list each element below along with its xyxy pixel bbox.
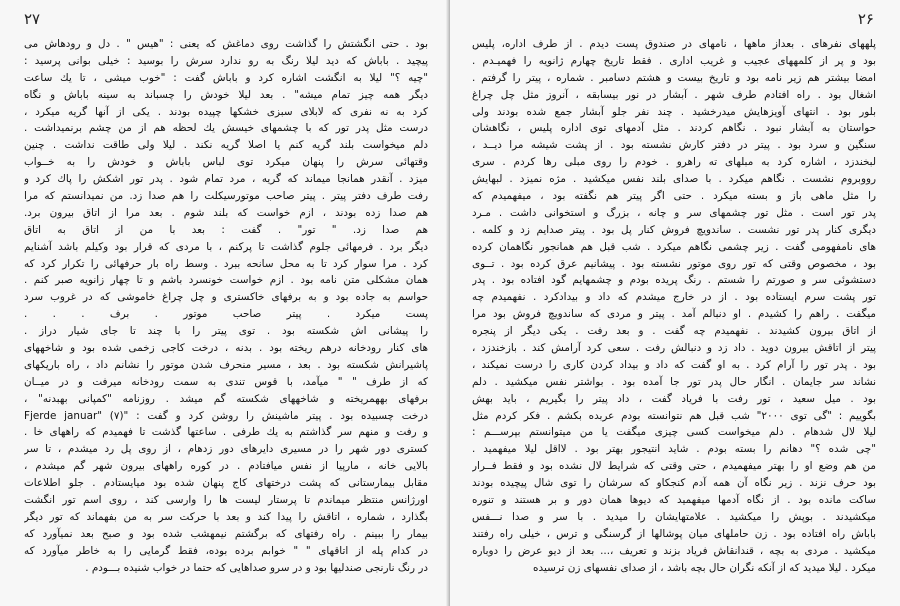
- text-line: بود . پدر تور را آرام کرد . به او گفت که داد و بیداد کردن کاری را درست نمیکند ،: [472, 358, 876, 371]
- text-line: و رفت و منهم سر گذاشتم به یك طرفی . ساعتها گذشت تا فهمیدم که راههای خا .: [24, 426, 428, 439]
- text-line: بود ، مخصوص وقتی که تور روی موتور نشسته بود . پیشانیم عرق کرده بود . تــوی: [472, 257, 876, 270]
- text-line: های کنار رودخانه درهم ریخته بود . بدنه ، درخت کاجی زخمی شده بود و شاخههای: [24, 342, 428, 355]
- text-line: در رنگ نارنجی صندلیها بود و در سرو صداهایی که حتما در خواب شنیده بـــودم .: [85, 561, 428, 574]
- text-line: ﺭﺍ ﭘﯿﺸﺎﻧﯽ ﺍﺵ ﺷﮑﺴﺘﻪ ﺑﻮﺩ . ﺗﻮﯼ ﭘﯿﺘﺮ ﺭﺍ ﺑﺎ ﭼﻨﺪ ﺗﺎ ﺟﺎﯼ ﺷﯿﺎﺭ ﺩﺭﺍﺯ .: [24, 325, 428, 338]
- text-line: مقابل بیمارستانی که پشت درختهای کاج پنهان شده بود میایستادم . جلو اطلاعات: [24, 477, 428, 490]
- text-line: بگذارد ، شماره ، اتاقش را پیدا کند و بعد با حرکت سر به من بفهماند که تور دیگر: [24, 510, 428, 523]
- text-line: پدر تور است . مثل تور چشمهای سر و چانه ، بزرگ و استخوانی داشت . مـرد: [472, 206, 876, 219]
- text-line: بلور بود . انتهای آویزهایش میدرخشید . چند نفر جلو آبشار جمع شده بودند ولی: [472, 105, 876, 118]
- text-line: دیگری کنار پدر تور نشست . ساندویچ فروش کنار پل بود . پیتر صدایم زد و کلمه .: [472, 223, 876, 236]
- text-line: پست میکرد . پیتر صاحب موتور . برف . . .: [24, 308, 428, 321]
- text-line: که از طرف " " میآمد، با قوس تندی به سمت رودخانه میرفت و در میــان: [24, 375, 428, 388]
- text-line: همان مشکلی متن نامه بود . ازم خواست خونسرد باشم و تا چهار زانویه صبر کنم .: [24, 274, 428, 287]
- right-page-text: [472, 36, 876, 577]
- text-line: دیگر برد . فرمهائی جلوم گذاشت تا پرکنم ، با مردی که قرار بود وکیلم باشد آشنایم: [24, 240, 428, 253]
- text-line: من هم وضع او را بهتر میفهمیدم ، حتی وقتی که شرایط لال نشده بود و فقط فــرار: [472, 460, 876, 473]
- text-line: باباش راه افتاده بود . زن حاملهای میان پوشالها از گرسنگی و ترس ، خیلی راه رفتند: [472, 527, 876, 540]
- text-line: دلم میخواست بلند گریه کنم یا اصلا گریه نکند . لیلا ولی طاقت نداشت . چنین: [24, 139, 428, 152]
- text-line: وقتهائی سرش را پنهان میکرد توی لباس باباش و خودش را به خــواب: [24, 156, 428, 169]
- text-line: میکشید . مردی به بچه ، قندانقاش فریاد بزند و تعریف ،... بعد از دیو عرض را دوباره: [472, 544, 876, 557]
- text-line: حواسم به جاده بود و به برفهای خاکستری و چل چراغ خاموشی که در غروب سرد: [24, 291, 428, 304]
- text-line: اورژانس منتظر میماندم تا پرستار لیست ها را وارسی کند ، روی اسم تور انگشت: [24, 494, 428, 507]
- text-line: از اتاق بیرون کشیدند . نفهمیدم چه گفت . و بعد رفت . یکی دیگر از پنجره: [472, 325, 876, 338]
- text-line: نشاند سر جایمان . انگار حال پدر تور جا آمده بود . بواشتر نفس میکشید . دلم: [472, 375, 876, 388]
- text-line: بود و پر از کلمههای عجیب و غریب اداری . فقط تاریخ چهارم ژانویه را فهمیـدم .: [472, 54, 876, 67]
- text-line: در کدام پله از اتاقهای " " خوابم برده بوده، فقط گرمایی را به خاطر میآورد که: [24, 544, 428, 557]
- text-line: بود . حتی انگشتش را گذاشت روی دماغش که یعنی : "هیس " . دل و رودهاش می: [24, 38, 428, 50]
- text-line: کرد . مرا سوار کرد تا به محل سانحه ببرد . وسط راه بار حرفهائی را تکرار کرد که: [24, 257, 428, 270]
- left-page-number: ۲۷: [24, 10, 41, 28]
- text-line: رووبروم نشست . نگاهم میکرد . با صدای بلند نفس میکشید . مژه نمیزد . لبهایش: [472, 173, 876, 186]
- text-line: اشغال بود . راه افتادم طرف شهر . آبشار در نور بیسابقه ، آنروز مثل چل چراغ: [472, 88, 876, 101]
- text-line: کرد به نه نفری که لابلای سبزی خشکها چپیده بودند . یکی از آنها گریه میکرد ،: [24, 105, 428, 118]
- text-line: سنگین و سرد بود . پیتر در دفتر کارش نشسته بود . از پشت شیشه مرا دیــد ،: [472, 139, 876, 152]
- text-line: میگفت . راهم را کشیدم . او دنبالم آمد . پیتر و مردی که ساندویچ فروش بود مرا: [472, 308, 876, 321]
- text-line: بالایی خانه ، مارپیا از نفس میافتادم . در کوره راههای بیرون شهر گم میشدم ،: [24, 460, 428, 473]
- right-page-number: ۲۶: [857, 10, 874, 28]
- text-line: بود حرف نزند . زیر نگاه آن همه آدم کنجکاو که سرشان را توی شال پیچیده بودند: [472, 477, 876, 490]
- text-line: هم صدا زد. " تور" . گفت : بعد با من از اتاق به اتاق: [24, 223, 428, 236]
- text-line: میکرد . لیلا میدید که از آنکه نگران حال بچه باشد ، از صدای نفسهای زن ترسیده: [533, 561, 876, 574]
- text-line: حواستان به آبشار نبود . نگاهم کردند . مثل آدمهای توی اداره پلیس ، نگاهشان: [472, 122, 876, 135]
- text-line: پلههای نفرهای . بعداز ماهها ، نامهای در صندوق پست دیدم . از طرف اداره، پلیس: [472, 38, 876, 50]
- text-line: تور پشت سرم ایستاده بود . از در خارج میشدم که داد و بیدادکرد . نفهمیدم چه: [472, 291, 876, 304]
- text-line: دستشوئی سر و صورتم را شستم . رنگ پریده بودم و چشمهایم گود افتاده بود . پدر: [472, 274, 876, 287]
- text-line: های نامفهومی گفت . زیر چشمی نگاهم میکرد . شب قبل هم همانجور نگاهمان کرده: [472, 240, 876, 253]
- text-line: لیلا لال شدهام . دلم میخواست کسی چیزی میگفت یا من میتوانستم بپرســـم :: [472, 426, 876, 439]
- text-line: درست مثل پدر تور که با چشمهای خیسش یك لحظه هم از من چشم برنمیداشت .: [24, 122, 428, 135]
- text-line: میکشیدند . بوپش را میکشید . علامتهایشان را میدید . با سر و صدا نـــفس: [472, 510, 876, 523]
- text-line: درخت چسبیده بود . پیتر ماشینش را روشن کرد و گفت : "Fjerde januar" (۷): [24, 409, 428, 422]
- text-line: کستری دور شهر را در مسیری دایرهای دور زدهام ، از روی پل رد میشدم ، تا سر: [24, 443, 428, 456]
- text-line: لبخندزد ، اشاره کرد به مبلهای ته راهرو . خودم را روی مبلی رها کردم . سری: [472, 156, 876, 169]
- text-line: پاشیرانش شکسته بود . بعد ، مسیر منحرف شدن موتور را نشانم داد ، راه باریکهای: [24, 358, 428, 371]
- text-line: رفت طرف دفتر پیتر . پیتر صاحب موتورسیکلت را هم صدا زد. من نمیدانستم که مرا: [24, 190, 428, 203]
- text-line: دیگر همه چیز تمام میشه" . بعد لیلا خودش را چسباند به سینه باباش و نگاه: [24, 88, 428, 101]
- text-line: میزد . آنقدر همانجا میماند که گریه ، مرد تمام شود . پدر تور اشکش را پاك کرد و: [24, 173, 428, 186]
- text-line: برفهای بههمریخته و شاخههای شکسته گم میشد . روزنامه "کمپانی بهبدنه" ،: [24, 392, 428, 405]
- text-line: هم صدا زده بودند ، ازم خواست که بلند شوم . بعد مرا از اتاق بیرون برد.: [24, 206, 428, 219]
- text-line: را مثل ماهی باز و بسته میکرد . حتی اگر پیتر هم نگفته بود ، میفهمیدم که: [472, 190, 876, 203]
- text-line: بگوییم : "گی توی ۲۰۰۰" شب قبل هم نتوانسته بودم عربده بکشم . فکر کردم مثل: [472, 409, 876, 422]
- text-line: بود . میل سعید ، تور رفت با فریاد گفت ، داد پیتر را بگیریم ، باید بهش: [472, 392, 876, 405]
- text-line: پیتر از اتاقش بیرون دوید . داد زد و دنبالش رفت . سعی کرد آرامش کند . بازخندزد ،: [472, 342, 876, 355]
- text-line: امضا بیشتر هم زیر نامه بود و تاریخ بیست و هشتم دسامبر . شماره ، پیتر را گرفتم .: [472, 71, 876, 84]
- text-line: "چی شده ؟" دهانم را بسته بودم . شاید انتیجور بهتر بود . لااقل لیلا میفهمید .: [472, 443, 876, 456]
- left-page-text: [24, 36, 428, 577]
- text-line: ساکت مانده بود . از نگاه آدمها میفهمید که دیوها همان دور و بر هستند و تنوره: [472, 494, 876, 507]
- right-page: [450, 0, 900, 606]
- text-line: پیچید . باباش که دید لیلا رنگ به رو ندارد سرش را بوسید : خیلی بوانی پرسید :: [24, 54, 428, 67]
- text-line: "چیه ؟" لیلا به انگشت اشاره کرد و باباش گفت : "خوب میشی ، تا یك ساعت: [24, 71, 428, 84]
- text-line: بیمار را ببینم . راه رفتهای که برگشتم نیمهشب شده بود و صبح بعد نمیآورد که: [24, 527, 428, 540]
